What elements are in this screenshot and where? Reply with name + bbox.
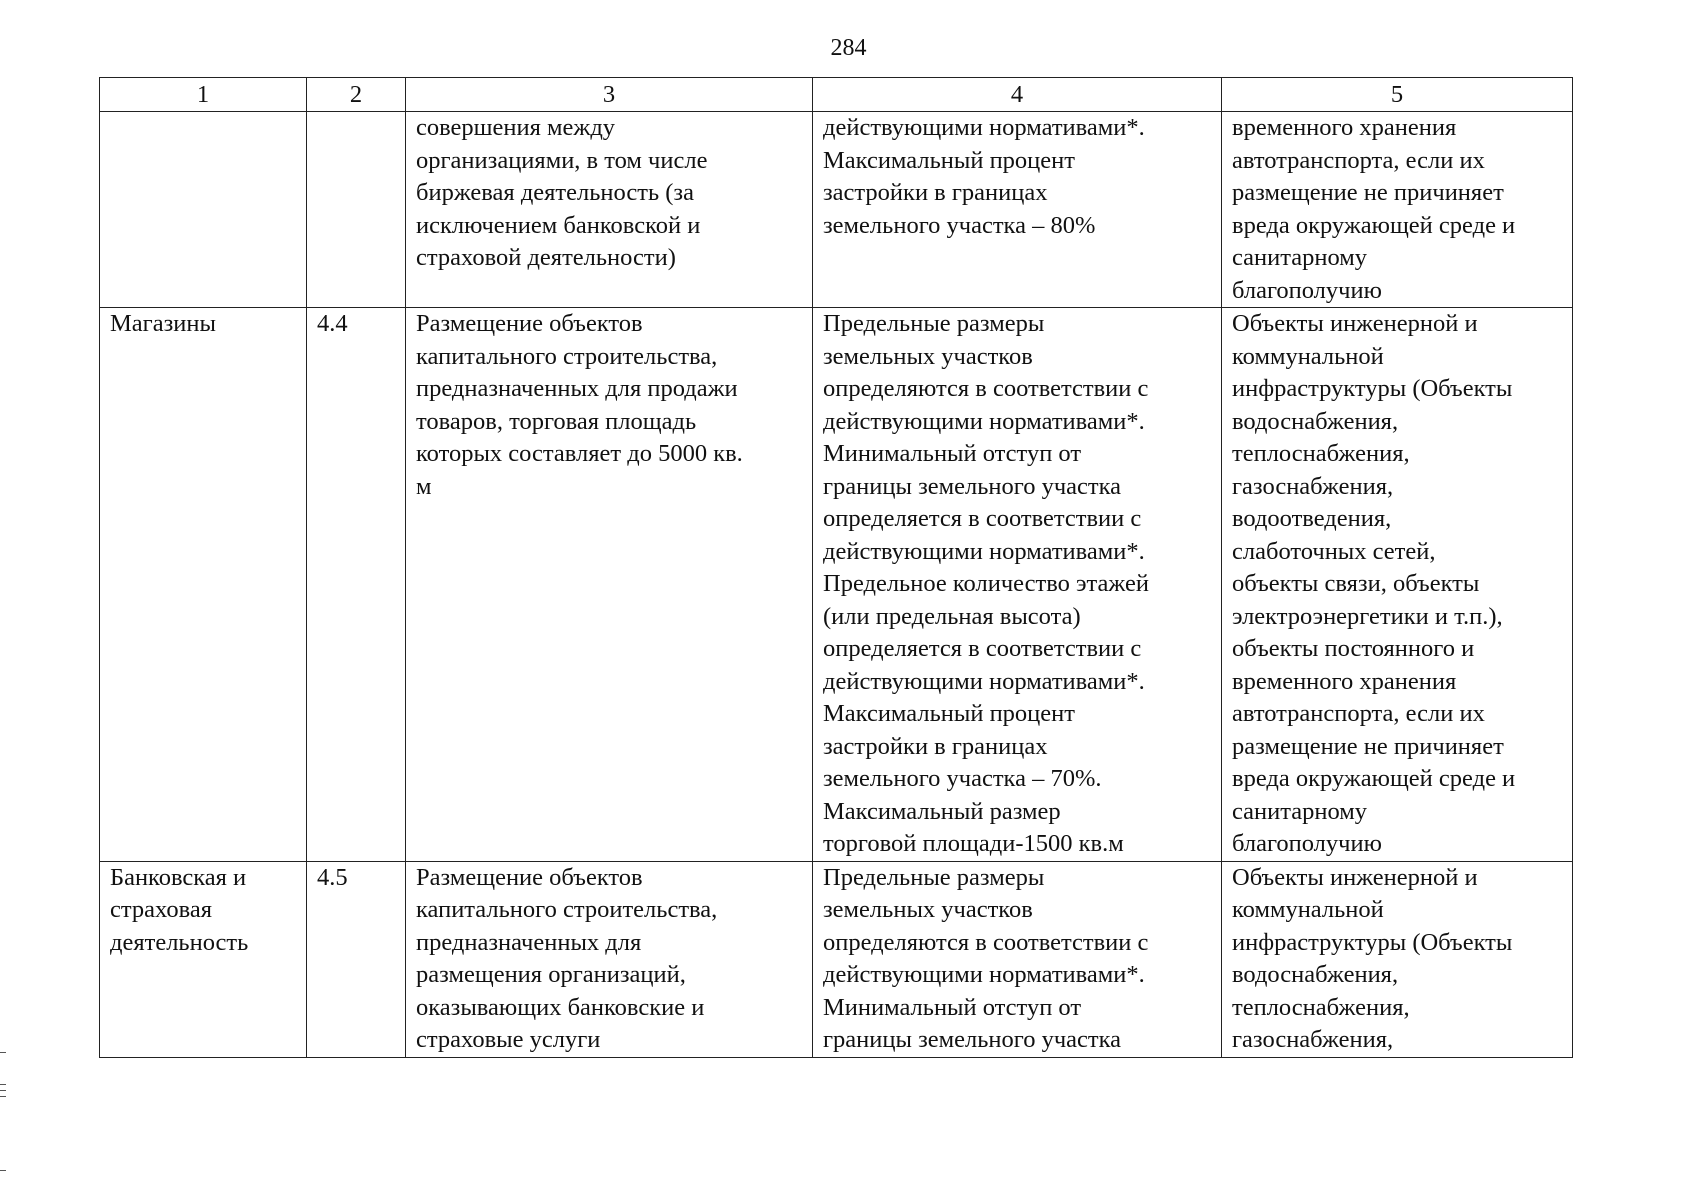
scan-edge-mark — [0, 1084, 6, 1085]
cell-auxiliary-objects — [1222, 861, 1573, 1057]
zoning-table — [99, 77, 1573, 1058]
cell-use-name — [100, 112, 307, 308]
cell-text: временного хранения автотранспорта, если их размещение не причиняет вреда окружающей среде и санитарному благополучию — [1232, 114, 1516, 304]
column-header-1: 1 — [100, 78, 307, 112]
cell-limits — [813, 861, 1222, 1057]
cell-use-description — [406, 112, 813, 308]
cell-limits — [813, 308, 1222, 862]
cell-text: Магазины — [110, 310, 216, 337]
cell-text: Объекты инженерной и коммунальной инфраструктуры (Объекты водоснабжения, теплоснабжения, газоснабжения, водоотведения, слаботочных сетей, объекты связи, объекты электроэнергетики и т.п.), объекты постоянного и временного хранения автотранспорта, если их размещение не причиняет вреда окружающей среде и санитарному благополучию — [1232, 310, 1516, 857]
cell-use-code — [307, 308, 406, 862]
column-header-2: 2 — [307, 78, 406, 112]
column-header-4: 4 — [813, 78, 1222, 112]
column-header-3: 3 — [406, 78, 813, 112]
scan-edge-mark — [0, 1170, 6, 1171]
scan-edge-mark — [0, 1052, 6, 1053]
cell-use-name — [100, 308, 307, 862]
scan-edge-mark — [0, 1090, 6, 1091]
cell-use-name — [100, 861, 307, 1057]
cell-use-description — [406, 861, 813, 1057]
cell-use-code — [307, 861, 406, 1057]
table-row — [100, 112, 1573, 308]
table-row — [100, 308, 1573, 862]
cell-auxiliary-objects — [1222, 308, 1573, 862]
page-number: 284 — [830, 35, 867, 61]
cell-auxiliary-objects — [1222, 112, 1573, 308]
cell-text: действующими нормативами*. Максимальный процент застройки в границах земельного участка – 80% — [823, 114, 1145, 239]
table-header-row — [100, 78, 1573, 112]
column-header-5: 5 — [1222, 78, 1573, 112]
cell-text: Объекты инженерной и коммунальной инфраструктуры (Объекты водоснабжения, теплоснабжения, газоснабжения, — [1232, 863, 1513, 1053]
cell-text: Размещение объектов капитального строительства, предназначенных для размещения организаций, оказывающих банковские и страховые услуги — [416, 863, 718, 1053]
cell-limits — [813, 112, 1222, 308]
table-row — [100, 861, 1573, 1057]
scan-edge-mark — [0, 1096, 6, 1097]
cell-text: 4.5 — [317, 863, 348, 891]
cell-text: Предельные размеры земельных участков определяются в соответствии с действующими нормативами*. Минимальный отступ от границы земельного участка определяется в соответствии с действующими нормативами*. Предельное количество этажей (или предельная высота) определяется в соответствии с действующими нормативами*. Максимальный процент застройки в границах земельного участка – 70%. Максимальный размер торговой площади-1500 кв.м — [823, 310, 1149, 857]
cell-use-description — [406, 308, 813, 862]
cell-text: Предельные размеры земельных участков определяются в соответствии с действующими нормативами*. Минимальный отступ от границы земельного участка — [823, 863, 1149, 1053]
cell-text: Размещение объектов капитального строительства, предназначенных для продажи товаров, торговая площадь которых составляет до 5000 кв. м — [416, 310, 743, 500]
cell-text: 4.4 — [317, 310, 348, 337]
cell-use-code — [307, 112, 406, 308]
cell-text: Банковская и страховая деятельность — [110, 863, 249, 956]
cell-text: совершения между организациями, в том числе биржевая деятельность (за исключением банковской и страховой деятельности) — [416, 114, 708, 271]
